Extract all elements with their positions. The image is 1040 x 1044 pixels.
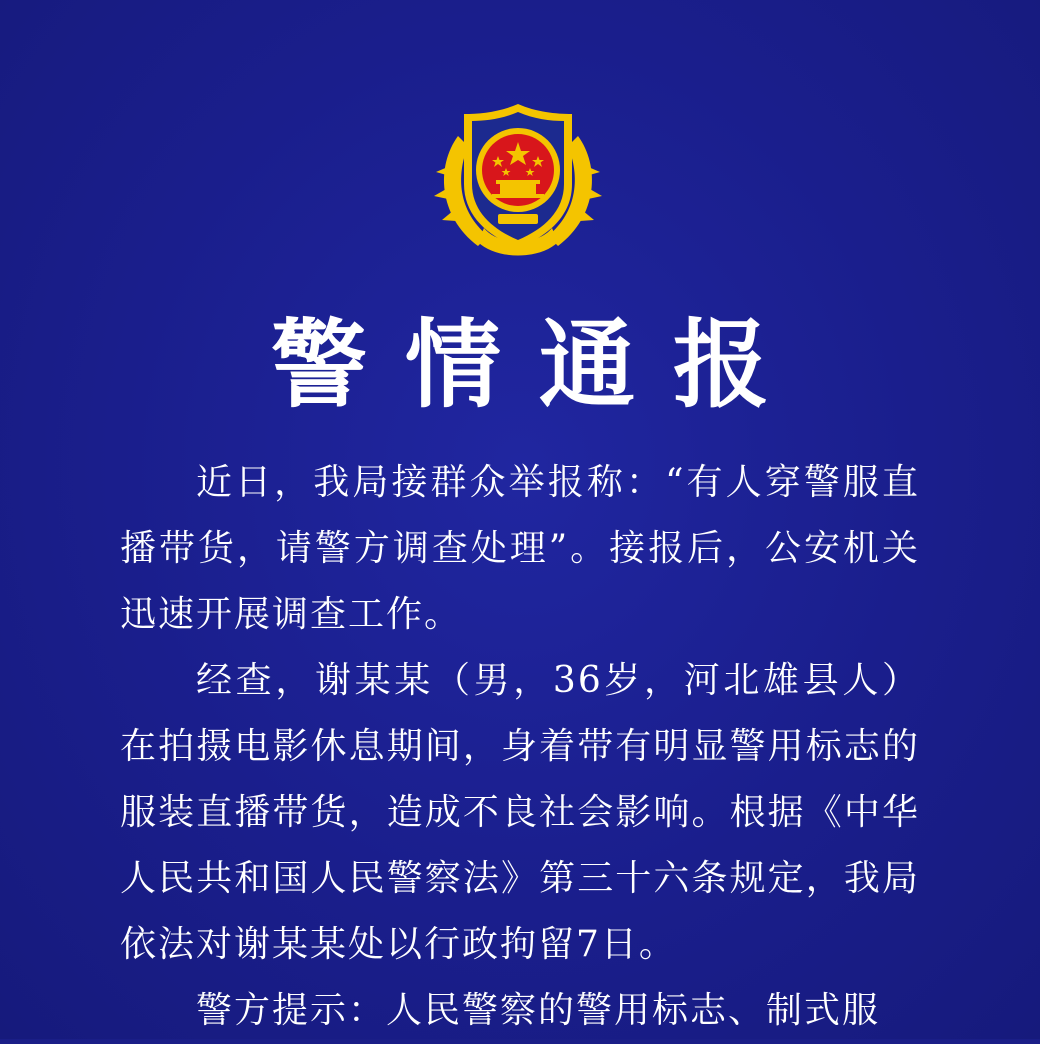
paragraph-report: 近日，我局接群众举报称：“有人穿警服直播带货，请警方调查处理”。接报后，公安机关迅速开展调查工作。	[120, 462, 920, 635]
notice-body	[120, 450, 920, 1044]
police-badge-icon	[428, 96, 608, 268]
paragraph-reminder: 警方提示：人民警察的警用标志、制式服	[196, 990, 881, 1031]
page-title: 警情通报	[271, 308, 807, 421]
paragraph-investigation: 经查，谢某某（男，36岁，河北雄县人）在拍摄电影休息期间，身着带有明显警用标志的服装直播带货，造成不良社会影响。根据《中华人民共和国人民警察法》第三十六条规定，我局依法对谢某某处以行政拘留7日。	[120, 660, 920, 965]
